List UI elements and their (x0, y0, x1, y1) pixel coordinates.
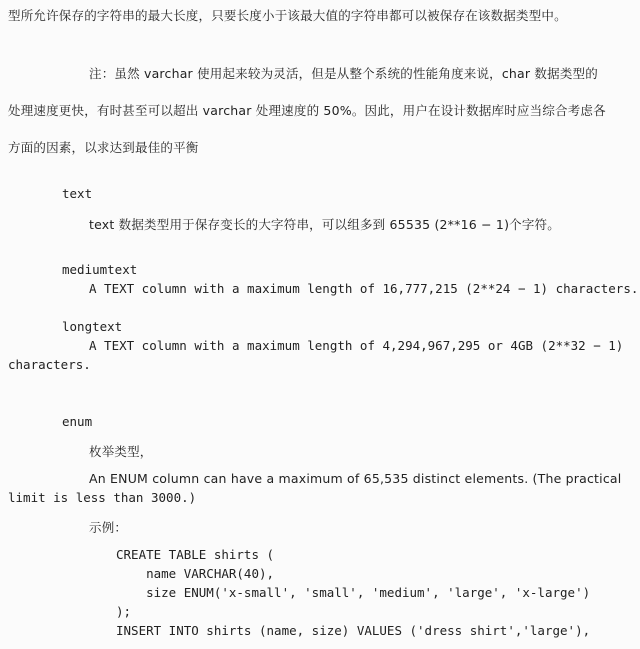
note-line-1: 注：虽然 varchar 使用起来较为灵活，但是从整个系统的性能角度来说，char 数据类型的 (89, 66, 598, 81)
code-line: name VARCHAR(40), (116, 566, 275, 581)
longtext-description-line-1: A TEXT column with a maximum length of 4,294,967,295 or 4GB (2**32 − 1) (89, 338, 624, 353)
note-line-2: 处理速度更快，有时甚至可以超出 varchar 处理速度的 50%。因此，用户在设计数据库时应当综合考虑各 (8, 103, 606, 118)
code-line: size ENUM('x-small', 'small', 'medium', 'large', 'x-large') (116, 585, 591, 600)
longtext-heading: longtext (62, 319, 123, 334)
mediumtext-heading: mediumtext (62, 262, 138, 277)
code-line: INSERT INTO shirts (name, size) VALUES ('dress shirt','large'), (116, 623, 591, 638)
enum-description-line-2: limit is less than 3000.) (8, 490, 197, 505)
mediumtext-description: A TEXT column with a maximum length of 16,777,215 (2**24 − 1) characters. (89, 281, 639, 296)
paragraph-varchar-tail: 型所允许保存的字符串的最大长度，只要长度小于该最大值的字符串都可以被保存在该数据类型中。 (8, 8, 567, 23)
note-line-3: 方面的因素，以求达到最佳的平衡 (8, 140, 199, 155)
code-line: ); (116, 604, 132, 619)
code-line: CREATE TABLE shirts ( (116, 547, 275, 562)
enum-title: 枚举类型， (89, 444, 153, 459)
example-label: 示例： (89, 520, 128, 535)
text-heading: text (62, 186, 93, 201)
enum-description-line-1: An ENUM column can have a maximum of 65,535 distinct elements. (The practical (89, 471, 622, 486)
enum-heading: enum (62, 414, 93, 429)
text-description: text 数据类型用于保存变长的大字符串，可以组多到 65535 (2**16 − 1)个字符。 (89, 217, 560, 232)
longtext-description-line-2: characters. (8, 357, 91, 372)
